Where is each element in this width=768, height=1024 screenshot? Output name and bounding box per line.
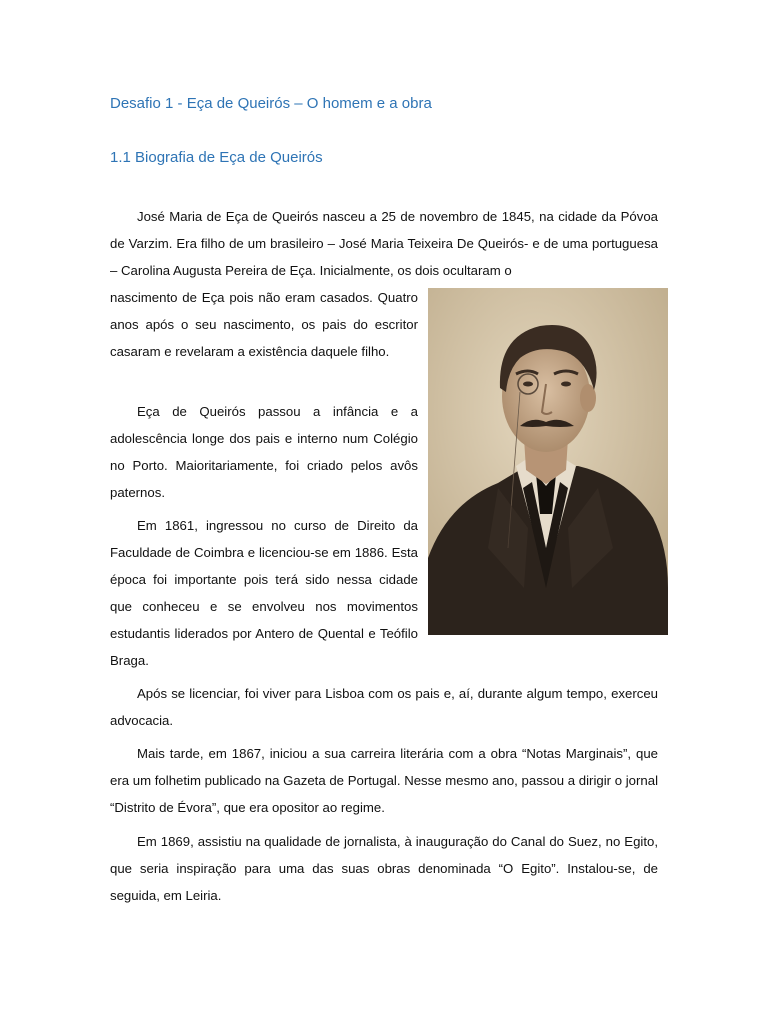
section-heading: 1.1 Biografia de Eça de Queirós: [110, 149, 323, 166]
paragraph-childhood: Eça de Queirós passou a infância e a adolescência longe dos pais e interno num Colégio no Porto. Maioritariamente, foi criado pelos avôs paternos.: [110, 404, 418, 500]
portrait-illustration: [428, 288, 668, 635]
portrait-photo: [428, 288, 668, 635]
document-title: Desafio 1 - Eça de Queirós – O homem e a obra: [110, 95, 432, 112]
paragraph-birth: José Maria de Eça de Queirós nasceu a 25 de novembro de 1845, na cidade da Póvoa de Varzim. Era filho de um brasileiro – José Maria Teixeira De Queirós- e de uma portuguesa – Carolina Augusta Pereira de Eça. Inicialmente, os dois ocultaram o: [110, 209, 658, 278]
paragraph-birth-continued: nascimento de Eça pois não eram casados. Quatro anos após o seu nascimento, os pais do escritor casaram e revelaram a existência daquele filho.: [110, 290, 418, 359]
paragraph-suez: Em 1869, assistiu na qualidade de jornalista, à inauguração do Canal do Suez, no Egito, que seria inspiração para uma das suas obras denominada “O Egito”. Instalou-se, de seguida, em Leiria.: [110, 834, 658, 903]
paragraph-university: Em 1861, ingressou no curso de Direito da Faculdade de Coimbra e licenciou-se em 1886. Esta época foi importante pois terá sido nessa cidade que conheceu e se envolveu nos movimentos estudantis liderados por Antero de Quental e Teófilo Braga.: [110, 518, 418, 668]
paragraph-lisbon: Após se licenciar, foi viver para Lisboa com os pais e, aí, durante algum tempo, exerceu advocacia.: [110, 686, 658, 728]
paragraph-literary-career: Mais tarde, em 1867, iniciou a sua carreira literária com a obra “Notas Marginais”, que era um folhetim publicado na Gazeta de Portugal. Nesse mesmo ano, passou a dirigir o jornal “Distrito de Évora”, que era opositor ao regime.: [110, 746, 658, 815]
